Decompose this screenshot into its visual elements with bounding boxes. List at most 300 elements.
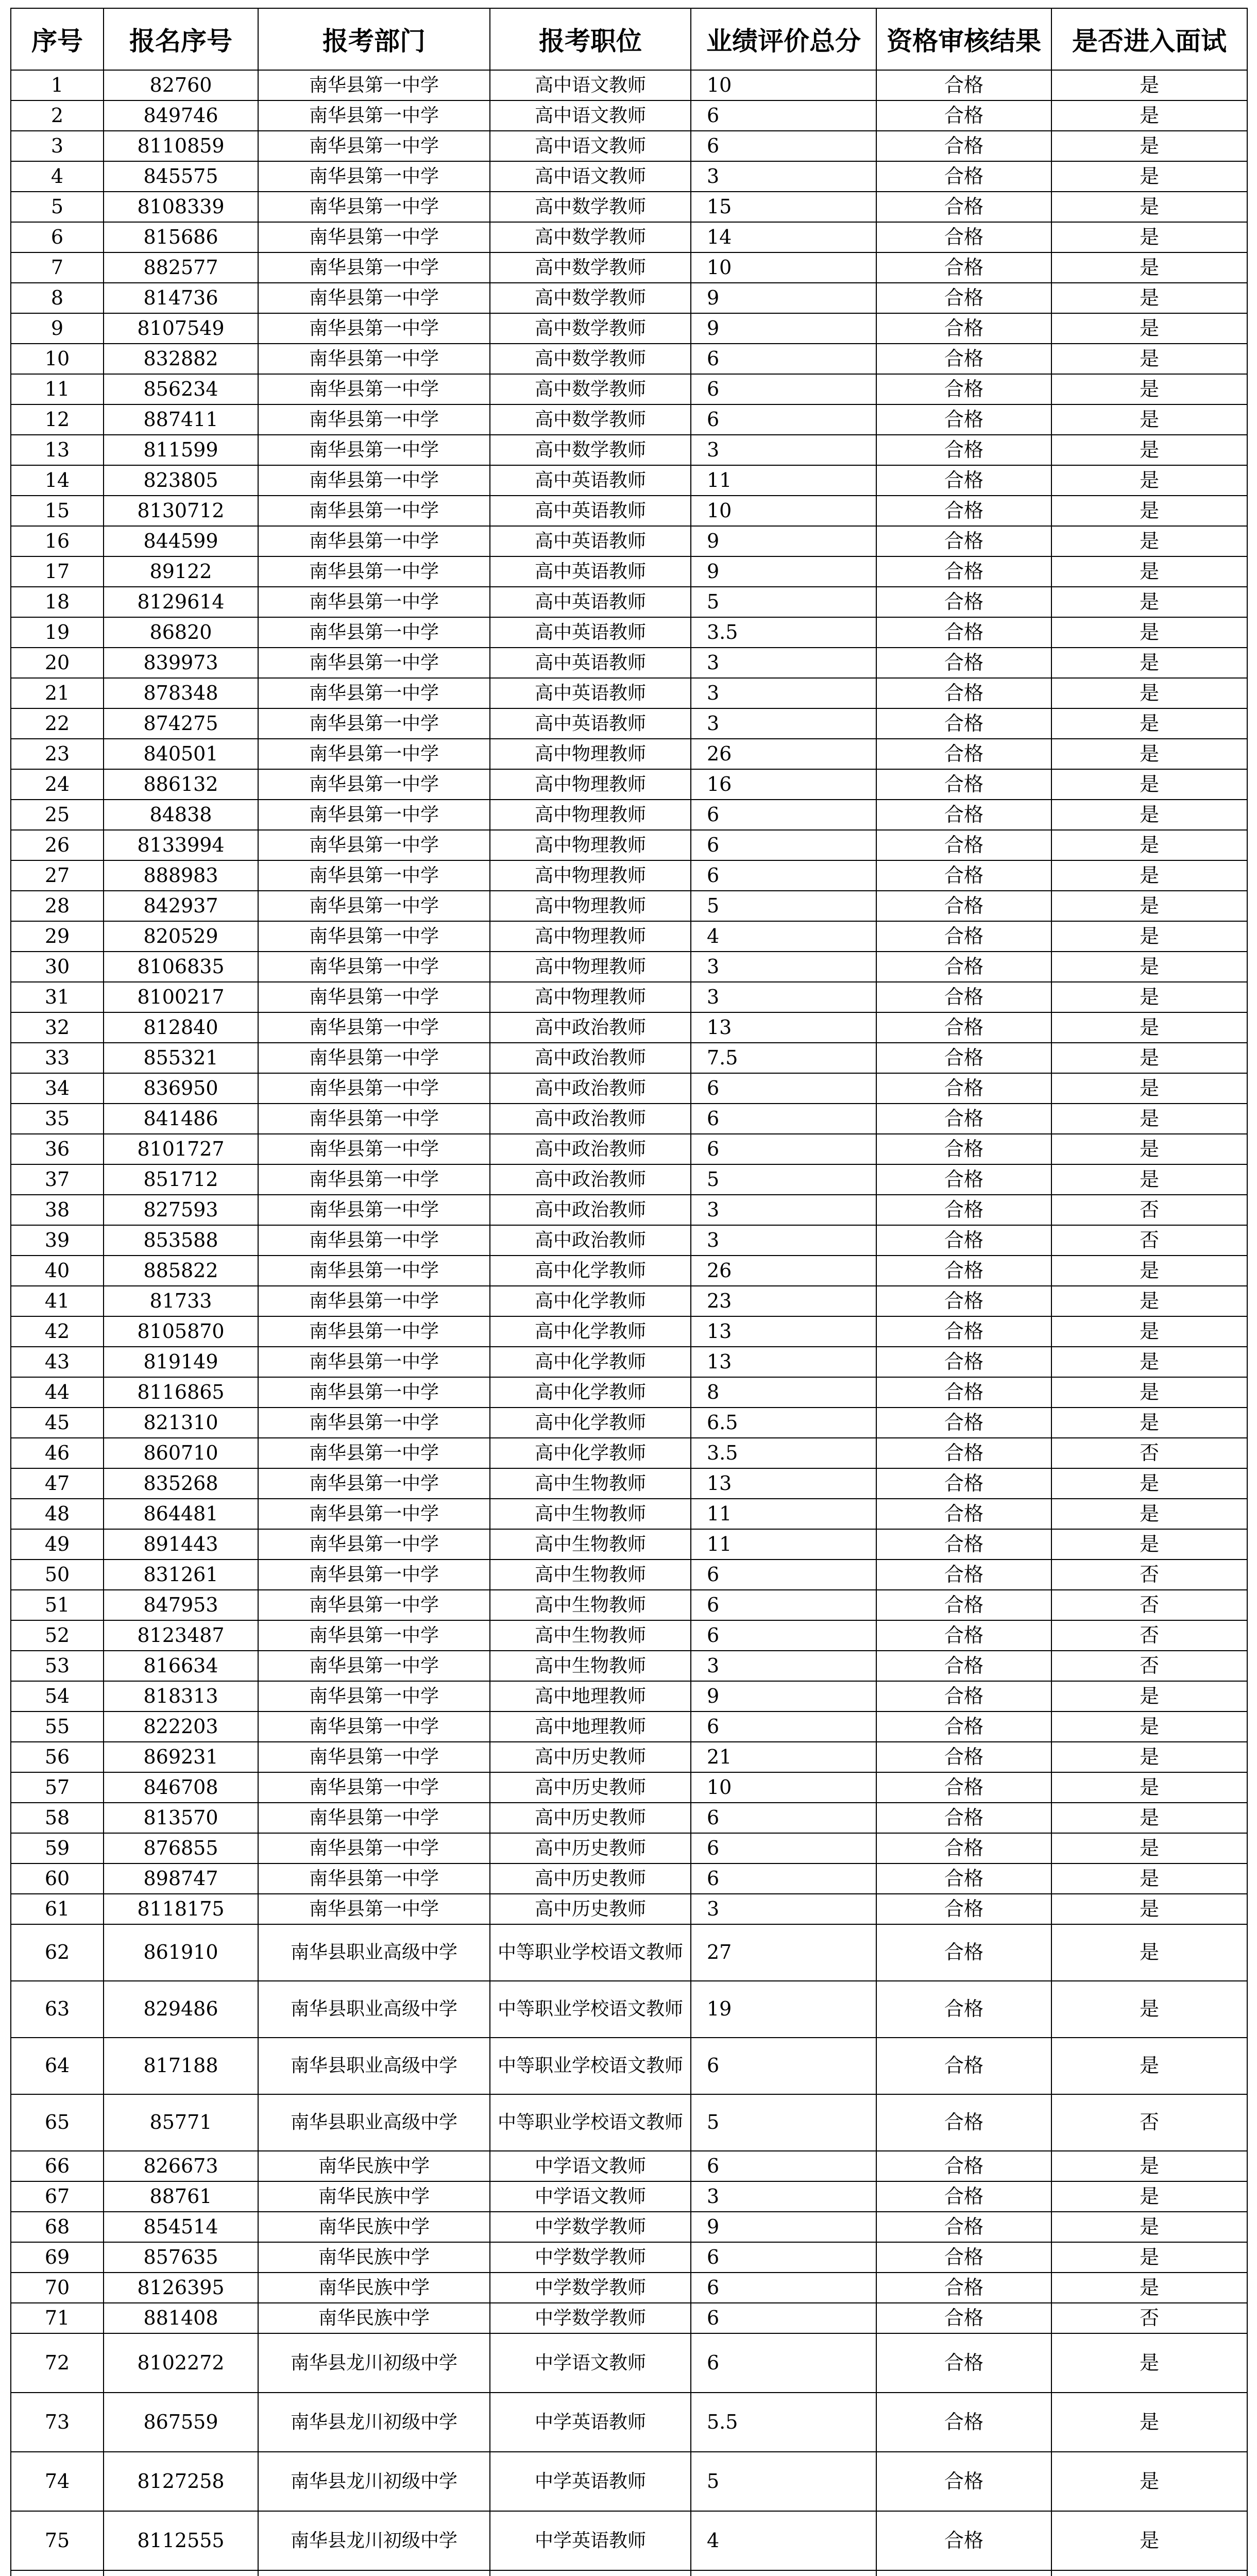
cell-qualification: 合格 <box>876 860 1051 891</box>
cell-interview: 是 <box>1051 2151 1247 2181</box>
cell-index: 65 <box>11 2094 104 2151</box>
table-row <box>11 830 1247 860</box>
table-row <box>11 2151 1247 2181</box>
cell-department: 南华县第一中学 <box>258 1073 490 1104</box>
cell-index: 59 <box>11 1833 104 1863</box>
cell-qualification: 合格 <box>876 1073 1051 1104</box>
cell-position: 高中化学教师 <box>490 1438 691 1468</box>
cell-score: 6 <box>691 1104 876 1134</box>
cell-score: 6 <box>691 830 876 860</box>
cell-position: 高中英语教师 <box>490 465 691 496</box>
cell-department: 南华县第一中学 <box>258 1468 490 1499</box>
cell-score: 11 <box>691 1529 876 1560</box>
cell-position: 高中英语教师 <box>490 678 691 708</box>
cell-position: 高中物理教师 <box>490 769 691 800</box>
cell-department: 南华县第一中学 <box>258 1651 490 1681</box>
cell-department: 南华民族中学 <box>258 2212 490 2242</box>
cell-registration-no: 8107549 <box>104 313 258 344</box>
cell-score: 6 <box>691 100 876 131</box>
cell-interview: 是 <box>1051 2038 1247 2094</box>
cell-position: 高中地理教师 <box>490 1681 691 1711</box>
cell-department: 南华县第一中学 <box>258 1560 490 1590</box>
cell-interview: 否 <box>1051 1560 1247 1590</box>
cell-interview: 是 <box>1051 739 1247 769</box>
cell-index: 42 <box>11 1316 104 1347</box>
table-row <box>11 1012 1247 1043</box>
cell-score: 10 <box>691 496 876 526</box>
cell-qualification: 合格 <box>876 1863 1051 1894</box>
cell-index: 16 <box>11 526 104 556</box>
cell-interview: 是 <box>1051 344 1247 374</box>
cell-interview: 是 <box>1051 1377 1247 1408</box>
cell-department: 南华县第一中学 <box>258 830 490 860</box>
table-row <box>11 161 1247 192</box>
cell-registration-no: 851712 <box>104 1164 258 1195</box>
cell-interview: 是 <box>1051 2242 1247 2273</box>
cell-interview: 是 <box>1051 860 1247 891</box>
cell-department: 南华民族中学 <box>258 2151 490 2181</box>
cell-index: 14 <box>11 465 104 496</box>
cell-interview: 否 <box>1051 1438 1247 1468</box>
cell-interview: 是 <box>1051 1529 1247 1560</box>
cell-qualification: 合格 <box>876 1195 1051 1225</box>
cell-index: 19 <box>11 617 104 648</box>
table-row <box>11 1256 1247 1286</box>
cell-position: 高中历史教师 <box>490 1833 691 1863</box>
cell-department: 南华县第一中学 <box>258 404 490 435</box>
cell-qualification: 合格 <box>876 1347 1051 1377</box>
cell-registration-no: 8116865 <box>104 1377 258 1408</box>
cell-position: 高中物理教师 <box>490 921 691 952</box>
cell-interview: 是 <box>1051 2393 1247 2452</box>
cell-position: 中学数学教师 <box>490 2212 691 2242</box>
cell-qualification: 合格 <box>876 1134 1051 1164</box>
header-interview: 是否进入面试 <box>1051 8 1247 70</box>
cell-interview: 是 <box>1051 1894 1247 1924</box>
cell-score: 6 <box>691 1073 876 1104</box>
cell-interview: 是 <box>1051 1742 1247 1772</box>
cell-registration-no: 811599 <box>104 435 258 465</box>
table-row <box>11 708 1247 739</box>
cell-score: 3 <box>691 648 876 678</box>
cell-interview: 是 <box>1051 1981 1247 2038</box>
header-position: 报考职位 <box>490 8 691 70</box>
cell-score: 6 <box>691 1803 876 1833</box>
cell-index: 33 <box>11 1043 104 1073</box>
cell-interview: 是 <box>1051 708 1247 739</box>
cell-department: 南华县第一中学 <box>258 70 490 100</box>
cell-index: 18 <box>11 587 104 617</box>
cell-qualification: 合格 <box>876 2094 1051 2151</box>
cell-index: 46 <box>11 1438 104 1468</box>
cell-qualification: 合格 <box>876 1286 1051 1316</box>
cell-position: 高中化学教师 <box>490 1408 691 1438</box>
cell-registration-no: 842937 <box>104 891 258 921</box>
cell-department: 南华县职业高级中学 <box>258 1981 490 2038</box>
cell-department: 南华县第一中学 <box>258 496 490 526</box>
cell-position: 高中政治教师 <box>490 1195 691 1225</box>
cell-index: 26 <box>11 830 104 860</box>
table-row <box>11 496 1247 526</box>
cell-interview: 是 <box>1051 2273 1247 2303</box>
cell-registration-no: 829486 <box>104 1981 258 2038</box>
cell-interview: 否 <box>1051 1620 1247 1651</box>
table-row <box>11 556 1247 587</box>
cell-department: 南华民族中学 <box>258 2273 490 2303</box>
cell-registration-no: 8118175 <box>104 1894 258 1924</box>
cell-interview: 是 <box>1051 2333 1247 2393</box>
cell-score: 10 <box>691 252 876 283</box>
table-row <box>11 1134 1247 1164</box>
cell-registration-no: 818313 <box>104 1681 258 1711</box>
cell-interview: 是 <box>1051 374 1247 404</box>
cell-qualification: 合格 <box>876 1651 1051 1681</box>
cell-score: 5 <box>691 891 876 921</box>
cell-score: 13 <box>691 1347 876 1377</box>
cell-registration-no: 85771 <box>104 2094 258 2151</box>
cell-index: 69 <box>11 2242 104 2273</box>
cell-registration-no: 886132 <box>104 769 258 800</box>
cell-index: 63 <box>11 1981 104 2038</box>
cell-department: 南华县第一中学 <box>258 1529 490 1560</box>
cell-qualification: 合格 <box>876 252 1051 283</box>
cell-index: 60 <box>11 1863 104 1894</box>
cell-department: 南华县第一中学 <box>258 1499 490 1529</box>
cell-interview: 是 <box>1051 131 1247 161</box>
cell-position: 高中历史教师 <box>490 1894 691 1924</box>
cell-interview: 是 <box>1051 1711 1247 1742</box>
cell-registration-no: 860710 <box>104 1438 258 1468</box>
cell-index: 29 <box>11 921 104 952</box>
cell-interview: 否 <box>1051 1590 1247 1620</box>
cell-department: 南华县第一中学 <box>258 252 490 283</box>
cell-position: 高中英语教师 <box>490 556 691 587</box>
cell-interview: 是 <box>1051 648 1247 678</box>
cell-position: 高中数学教师 <box>490 344 691 374</box>
table-row <box>11 891 1247 921</box>
cell-registration-no: 8106835 <box>104 952 258 982</box>
cell-score: 6 <box>691 404 876 435</box>
cell-score: 5 <box>691 587 876 617</box>
cell-position: 中等职业学校语文教师 <box>490 1981 691 2038</box>
cell-position: 高中化学教师 <box>490 1377 691 1408</box>
cell-qualification: 合格 <box>876 921 1051 952</box>
cell-department: 南华县第一中学 <box>258 921 490 952</box>
cell-registration-no: 86820 <box>104 617 258 648</box>
cell-score: 3 <box>691 1225 876 1256</box>
cell-department: 南华县第一中学 <box>258 1681 490 1711</box>
cell-index: 31 <box>11 982 104 1012</box>
cell-qualification: 合格 <box>876 1164 1051 1195</box>
cell-interview: 是 <box>1051 1924 1247 1981</box>
cell-department: 南华县第一中学 <box>258 556 490 587</box>
table-row <box>11 982 1247 1012</box>
cell-score: 6 <box>691 131 876 161</box>
cell-interview: 是 <box>1051 161 1247 192</box>
cell-registration-no: 898747 <box>104 1863 258 1894</box>
cell-registration-no: 8112555 <box>104 2511 258 2570</box>
cell-interview: 是 <box>1051 1833 1247 1863</box>
table-row <box>11 1590 1247 1620</box>
cell-score: 16 <box>691 769 876 800</box>
cell-position: 中学数学教师 <box>490 2303 691 2333</box>
cell-score: 6 <box>691 2303 876 2333</box>
cell-score: 10 <box>691 70 876 100</box>
cell-registration-no: 844599 <box>104 526 258 556</box>
cell-score: 6 <box>691 374 876 404</box>
cell-qualification: 合格 <box>876 192 1051 222</box>
cell-position: 高中物理教师 <box>490 982 691 1012</box>
cell-index: 41 <box>11 1286 104 1316</box>
cell-qualification: 合格 <box>876 1104 1051 1134</box>
cell-department: 南华县第一中学 <box>258 952 490 982</box>
cell-registration-no: 853588 <box>104 1225 258 1256</box>
table-row <box>11 1924 1247 1981</box>
cell-index: 21 <box>11 678 104 708</box>
cell-interview: 否 <box>1051 1651 1247 1681</box>
table-row <box>11 1803 1247 1833</box>
cell-qualification: 合格 <box>876 496 1051 526</box>
cell-position: 高中语文教师 <box>490 161 691 192</box>
cell-registration-no: 81733 <box>104 1286 258 1316</box>
cell-department: 南华县第一中学 <box>258 587 490 617</box>
cell-position: 高中政治教师 <box>490 1043 691 1073</box>
cell-position: 中学数学教师 <box>490 2242 691 2273</box>
cell-position: 高中生物教师 <box>490 1590 691 1620</box>
cell-qualification: 合格 <box>876 222 1051 252</box>
cell-department: 南华县第一中学 <box>258 131 490 161</box>
cell-interview: 是 <box>1051 830 1247 860</box>
cell-qualification: 合格 <box>876 2151 1051 2181</box>
cell-position: 高中物理教师 <box>490 952 691 982</box>
cell-index: 56 <box>11 1742 104 1772</box>
cell-score: 13 <box>691 1316 876 1347</box>
cell-qualification: 合格 <box>876 648 1051 678</box>
cell-interview: 是 <box>1051 1408 1247 1438</box>
cell-interview: 是 <box>1051 1803 1247 1833</box>
cell-department: 南华县第一中学 <box>258 313 490 344</box>
cell-qualification: 合格 <box>876 2393 1051 2452</box>
cell-registration-no: 8108339 <box>104 192 258 222</box>
cell-index: 61 <box>11 1894 104 1924</box>
cell-interview: 是 <box>1051 70 1247 100</box>
cell-interview: 是 <box>1051 526 1247 556</box>
cell-index: 35 <box>11 1104 104 1134</box>
table-row <box>11 222 1247 252</box>
cell-qualification: 合格 <box>876 2273 1051 2303</box>
cell-registration-no: 84838 <box>104 800 258 830</box>
table-row <box>11 1833 1247 1863</box>
header-index: 序号 <box>11 8 104 70</box>
cell-department: 南华县龙川初级中学 <box>258 2452 490 2511</box>
cell-interview: 是 <box>1051 678 1247 708</box>
cell-index: 45 <box>11 1408 104 1438</box>
cell-interview: 是 <box>1051 252 1247 283</box>
cell-score: 3 <box>691 1894 876 1924</box>
cell-registration-no: 8130712 <box>104 496 258 526</box>
cell-qualification: 合格 <box>876 2212 1051 2242</box>
table-row <box>11 374 1247 404</box>
table-row <box>11 2333 1247 2393</box>
cell-index: 68 <box>11 2212 104 2242</box>
table-row <box>11 1104 1247 1134</box>
table-row <box>11 1286 1247 1316</box>
result-sheet <box>10 8 1247 2576</box>
cell-position: 高中数学教师 <box>490 192 691 222</box>
cell-qualification: 合格 <box>876 344 1051 374</box>
cell-qualification: 合格 <box>876 1620 1051 1651</box>
cell-qualification: 合格 <box>876 1924 1051 1981</box>
cell-score: 6 <box>691 1590 876 1620</box>
cell-score: 6 <box>691 2273 876 2303</box>
table-row <box>11 526 1247 556</box>
cell-score: 6 <box>691 2151 876 2181</box>
table-row <box>11 2303 1247 2333</box>
cell-score: 9 <box>691 1681 876 1711</box>
cell-index: 66 <box>11 2151 104 2181</box>
cell-position: 中学数学教师 <box>490 2273 691 2303</box>
cell-position: 高中数学教师 <box>490 404 691 435</box>
cell-index: 37 <box>11 1164 104 1195</box>
cell-qualification: 合格 <box>876 465 1051 496</box>
cell-score: 10 <box>691 1772 876 1803</box>
cell-index: 24 <box>11 769 104 800</box>
cell-index: 48 <box>11 1499 104 1529</box>
cell-department: 南华县第一中学 <box>258 192 490 222</box>
cell-position: 高中政治教师 <box>490 1104 691 1134</box>
cell-score: 3 <box>691 161 876 192</box>
cell-index: 23 <box>11 739 104 769</box>
cell-registration-no: 826673 <box>104 2151 258 2181</box>
header-registration-no: 报名序号 <box>104 8 258 70</box>
cell-index: 57 <box>11 1772 104 1803</box>
cell-score: 6 <box>691 344 876 374</box>
cell-interview: 是 <box>1051 556 1247 587</box>
cell-interview: 是 <box>1051 1104 1247 1134</box>
cell-registration-no: 8126395 <box>104 2273 258 2303</box>
cell-index: 11 <box>11 374 104 404</box>
cell-position: 中等职业学校语文教师 <box>490 1924 691 1981</box>
cell-registration-no: 857635 <box>104 2242 258 2273</box>
cell-registration-no: 869231 <box>104 1742 258 1772</box>
table-row <box>11 70 1247 100</box>
cell-position: 高中生物教师 <box>490 1651 691 1681</box>
cell-qualification: 合格 <box>876 2181 1051 2212</box>
cell-qualification: 合格 <box>876 1377 1051 1408</box>
table-row <box>11 1225 1247 1256</box>
cell-position: 高中生物教师 <box>490 1499 691 1529</box>
cell-interview: 是 <box>1051 465 1247 496</box>
cell-position: 高中生物教师 <box>490 1560 691 1590</box>
cell-position: 中学语文教师 <box>490 2333 691 2393</box>
table-row <box>11 678 1247 708</box>
cell-position: 高中政治教师 <box>490 1164 691 1195</box>
cell-qualification: 合格 <box>876 739 1051 769</box>
cell-department: 南华县第一中学 <box>258 739 490 769</box>
cell-index: 54 <box>11 1681 104 1711</box>
cell-interview: 否 <box>1051 1195 1247 1225</box>
table-row <box>11 800 1247 830</box>
table-row <box>11 2570 1247 2576</box>
cell-registration-no: 849746 <box>104 100 258 131</box>
cell-index: 52 <box>11 1620 104 1651</box>
cell-score: 11 <box>691 465 876 496</box>
cell-qualification: 合格 <box>876 982 1051 1012</box>
cell-department <box>258 2570 490 2576</box>
cell-qualification <box>876 2570 1051 2576</box>
table-row <box>11 252 1247 283</box>
cell-interview: 是 <box>1051 2212 1247 2242</box>
cell-department: 南华县第一中学 <box>258 617 490 648</box>
cell-qualification: 合格 <box>876 2038 1051 2094</box>
cell-index: 17 <box>11 556 104 587</box>
cell-interview: 是 <box>1051 2511 1247 2570</box>
cell-score: 27 <box>691 1924 876 1981</box>
cell-qualification: 合格 <box>876 1499 1051 1529</box>
cell-position: 中等职业学校语文教师 <box>490 2038 691 2094</box>
cell-qualification: 合格 <box>876 1772 1051 1803</box>
cell-position: 高中化学教师 <box>490 1316 691 1347</box>
cell-index: 70 <box>11 2273 104 2303</box>
cell-department: 南华民族中学 <box>258 2303 490 2333</box>
cell-index: 47 <box>11 1468 104 1499</box>
cell-index: 30 <box>11 952 104 982</box>
cell-qualification: 合格 <box>876 587 1051 617</box>
cell-index: 25 <box>11 800 104 830</box>
cell-department: 南华县第一中学 <box>258 769 490 800</box>
cell-score <box>691 2570 876 2576</box>
cell-index: 55 <box>11 1711 104 1742</box>
cell-registration-no: 813570 <box>104 1803 258 1833</box>
cell-interview: 是 <box>1051 100 1247 131</box>
cell-position: 高中数学教师 <box>490 222 691 252</box>
cell-department: 南华县第一中学 <box>258 1195 490 1225</box>
cell-department: 南华县第一中学 <box>258 982 490 1012</box>
cell-interview: 是 <box>1051 1772 1247 1803</box>
cell-index: 38 <box>11 1195 104 1225</box>
cell-department: 南华县第一中学 <box>258 1347 490 1377</box>
cell-position: 高中数学教师 <box>490 252 691 283</box>
cell-position: 中学英语教师 <box>490 2452 691 2511</box>
cell-score: 5 <box>691 2094 876 2151</box>
table-row <box>11 1711 1247 1742</box>
cell-qualification: 合格 <box>876 1529 1051 1560</box>
cell-index: 13 <box>11 435 104 465</box>
cell-department: 南华县第一中学 <box>258 1590 490 1620</box>
table-row <box>11 435 1247 465</box>
cell-interview: 是 <box>1051 404 1247 435</box>
cell-index: 64 <box>11 2038 104 2094</box>
cell-department: 南华县第一中学 <box>258 891 490 921</box>
table-row <box>11 192 1247 222</box>
cell-registration-no: 882577 <box>104 252 258 283</box>
cell-qualification: 合格 <box>876 1043 1051 1073</box>
cell-interview: 否 <box>1051 2094 1247 2151</box>
table-row <box>11 648 1247 678</box>
cell-department: 南华县第一中学 <box>258 1742 490 1772</box>
cell-score: 6 <box>691 800 876 830</box>
cell-score: 3 <box>691 982 876 1012</box>
cell-index: 40 <box>11 1256 104 1286</box>
cell-index: 20 <box>11 648 104 678</box>
cell-score: 26 <box>691 739 876 769</box>
cell-index: 49 <box>11 1529 104 1560</box>
cell-registration-no: 88761 <box>104 2181 258 2212</box>
cell-department: 南华县第一中学 <box>258 1894 490 1924</box>
cell-department: 南华县第一中学 <box>258 800 490 830</box>
cell-qualification: 合格 <box>876 1681 1051 1711</box>
table-row <box>11 1195 1247 1225</box>
